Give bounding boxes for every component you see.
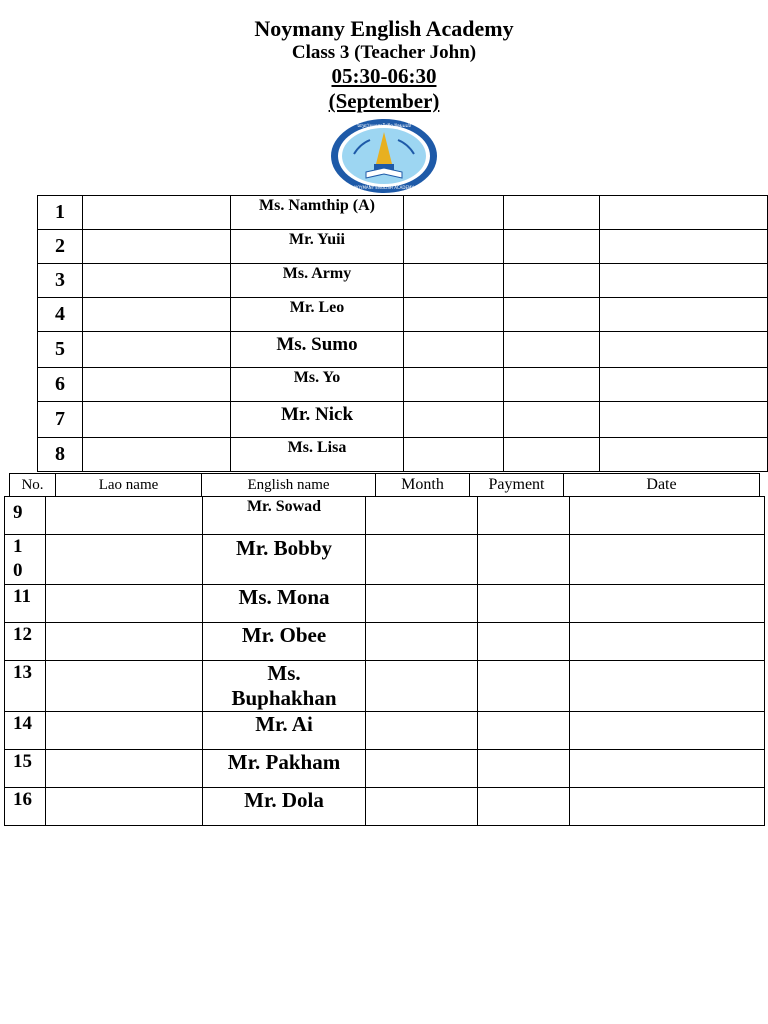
- header-date: Date: [564, 474, 760, 497]
- row-number: 14: [5, 712, 46, 750]
- lao-name-cell[interactable]: [46, 661, 203, 712]
- lao-name-cell[interactable]: [46, 712, 203, 750]
- date-cell[interactable]: [600, 332, 768, 368]
- month-cell[interactable]: [366, 497, 478, 535]
- payment-cell[interactable]: [504, 230, 600, 264]
- english-name-cell: Mr. Yuii: [231, 230, 404, 264]
- class-line: Class 3 (Teacher John): [291, 42, 477, 63]
- month-cell[interactable]: [404, 298, 504, 332]
- lao-name-cell[interactable]: [46, 750, 203, 788]
- table-row: [38, 332, 768, 368]
- date-cell[interactable]: [570, 497, 765, 535]
- month-cell[interactable]: [404, 196, 504, 230]
- date-cell[interactable]: [600, 438, 768, 472]
- month-cell[interactable]: [404, 368, 504, 402]
- table-row: [5, 585, 765, 623]
- table-row: [38, 264, 768, 298]
- lao-name-cell[interactable]: [83, 264, 231, 298]
- month-cell[interactable]: [366, 750, 478, 788]
- lao-name-cell[interactable]: [83, 402, 231, 438]
- english-name-cell: Mr. Pakham: [203, 750, 366, 788]
- class-month: (September): [328, 89, 440, 113]
- month-cell[interactable]: [404, 264, 504, 298]
- payment-cell[interactable]: [478, 497, 570, 535]
- row-number: 9: [5, 497, 46, 535]
- lao-name-cell[interactable]: [83, 298, 231, 332]
- english-name-cell: Ms. Namthip (A): [231, 196, 404, 230]
- table-row: [5, 750, 765, 788]
- payment-cell[interactable]: [478, 712, 570, 750]
- english-name-cell: Mr. Dola: [203, 788, 366, 826]
- column-header-row: [9, 473, 760, 497]
- month-cell[interactable]: [366, 661, 478, 712]
- logo-top-text: ໂຮງຮຽນພາສາອັງກິດ ນ້ອຍມະນີ: [357, 123, 411, 128]
- payment-cell[interactable]: [504, 332, 600, 368]
- date-cell[interactable]: [600, 368, 768, 402]
- english-name-cell: Ms. Buphakhan: [203, 661, 366, 712]
- month-cell[interactable]: [366, 585, 478, 623]
- date-cell[interactable]: [600, 196, 768, 230]
- payment-cell[interactable]: [478, 535, 570, 585]
- row-number: 3: [38, 264, 83, 298]
- month-cell[interactable]: [404, 438, 504, 472]
- table-row: [5, 497, 765, 535]
- english-name-cell: Ms. Mona: [203, 585, 366, 623]
- date-cell[interactable]: [600, 230, 768, 264]
- month-cell[interactable]: [366, 712, 478, 750]
- table-row: [5, 712, 765, 750]
- month-cell[interactable]: [366, 788, 478, 826]
- date-cell[interactable]: [570, 712, 765, 750]
- payment-cell[interactable]: [504, 438, 600, 472]
- row-number: 7: [38, 402, 83, 438]
- row-number: 1 0: [5, 535, 46, 585]
- academy-title: Noymany English Academy: [254, 16, 514, 41]
- month-cell[interactable]: [404, 402, 504, 438]
- payment-cell[interactable]: [504, 298, 600, 332]
- lao-name-cell[interactable]: [83, 368, 231, 402]
- english-name-cell: Ms. Army: [231, 264, 404, 298]
- table-row: [38, 438, 768, 472]
- row-number: 12: [5, 623, 46, 661]
- row-number: 16: [5, 788, 46, 826]
- table-row: [38, 230, 768, 264]
- payment-cell[interactable]: [478, 788, 570, 826]
- payment-cell[interactable]: [504, 264, 600, 298]
- lao-name-cell[interactable]: [83, 230, 231, 264]
- date-cell[interactable]: [600, 264, 768, 298]
- row-number: 1: [38, 196, 83, 230]
- month-cell[interactable]: [404, 230, 504, 264]
- payment-cell[interactable]: [504, 368, 600, 402]
- header-english-name: English name: [202, 474, 376, 497]
- date-cell[interactable]: [570, 585, 765, 623]
- logo-bottom-text: NOYMANY ENGLISH ACADEMY: [354, 185, 414, 190]
- table-row: [38, 402, 768, 438]
- payment-cell[interactable]: [478, 623, 570, 661]
- payment-cell[interactable]: [478, 750, 570, 788]
- table-row: [38, 298, 768, 332]
- table-row: [5, 788, 765, 826]
- student-table-top: [37, 195, 768, 472]
- table-row: [38, 196, 768, 230]
- date-cell[interactable]: [600, 402, 768, 438]
- payment-cell[interactable]: [478, 661, 570, 712]
- date-cell[interactable]: [570, 788, 765, 826]
- payment-cell[interactable]: [478, 585, 570, 623]
- lao-name-cell[interactable]: [46, 535, 203, 585]
- english-name-cell: Mr. Leo: [231, 298, 404, 332]
- header-lao-name: Lao name: [56, 474, 202, 497]
- table-row: [5, 661, 765, 712]
- student-table-bottom: [4, 496, 765, 826]
- english-name-cell: Ms. Lisa: [231, 438, 404, 472]
- header-no: No.: [10, 474, 56, 497]
- row-number: 5: [38, 332, 83, 368]
- english-name-cell: Ms. Yo: [231, 368, 404, 402]
- lao-name-cell[interactable]: [46, 788, 203, 826]
- english-name-cell: Mr. Ai: [203, 712, 366, 750]
- lao-name-cell[interactable]: [83, 332, 231, 368]
- lao-name-cell[interactable]: [46, 623, 203, 661]
- table-row: [5, 535, 765, 585]
- month-cell[interactable]: [366, 623, 478, 661]
- lao-name-cell[interactable]: [46, 497, 203, 535]
- header-payment: Payment: [470, 474, 564, 497]
- english-name-cell: Mr. Bobby: [203, 535, 366, 585]
- payment-cell[interactable]: [504, 402, 600, 438]
- row-number: 11: [5, 585, 46, 623]
- month-cell[interactable]: [366, 535, 478, 585]
- date-cell[interactable]: [600, 298, 768, 332]
- date-cell[interactable]: [570, 623, 765, 661]
- date-cell[interactable]: [570, 661, 765, 712]
- header-month: Month: [376, 474, 470, 497]
- row-number: 15: [5, 750, 46, 788]
- class-time: 05:30-06:30: [331, 64, 437, 88]
- lao-name-cell[interactable]: [46, 585, 203, 623]
- row-number: 2: [38, 230, 83, 264]
- row-number: 6: [38, 368, 83, 402]
- date-cell[interactable]: [570, 535, 765, 585]
- academy-logo: [330, 118, 438, 194]
- row-number: 8: [38, 438, 83, 472]
- lao-name-cell[interactable]: [83, 438, 231, 472]
- row-number: 13: [5, 661, 46, 712]
- table-row: [38, 368, 768, 402]
- english-name-cell: Ms. Sumo: [231, 332, 404, 368]
- english-name-cell: Mr. Nick: [231, 402, 404, 438]
- english-name-cell: Mr. Sowad: [203, 497, 366, 535]
- lao-name-cell[interactable]: [83, 196, 231, 230]
- table-row: [5, 623, 765, 661]
- payment-cell[interactable]: [504, 196, 600, 230]
- row-number: 4: [38, 298, 83, 332]
- month-cell[interactable]: [404, 332, 504, 368]
- english-name-cell: Mr. Obee: [203, 623, 366, 661]
- date-cell[interactable]: [570, 750, 765, 788]
